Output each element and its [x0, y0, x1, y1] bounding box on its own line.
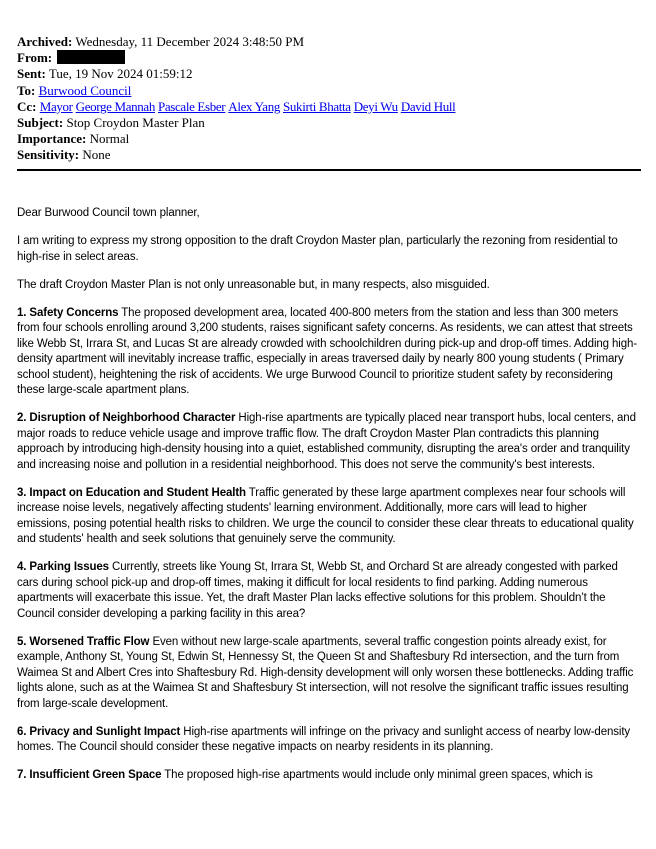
header-divider [17, 169, 641, 171]
section-text: The proposed development area, located 400-800 meters from the station and less than 300 meters from four schools enrolling around 3,200 students, raises significant safety concerns. As residents, we can attest that streets like Webb St, Irrara St, and Lucas St are already crowded with schoolchildren during pick-up and drop-off times. Adding high-density apartment will inevitably increase traffic, especially in areas traversed daily by nearly 800 young students ( Primary school student), heightening the risk of accidents. We urge Burwood Council to prioritize student safety by reconsidering these large-scale apartment plans. [17, 306, 637, 396]
section-text: High-rise apartments will infringe on the privacy and sunlight access of nearby low-density homes. The Council should consider these negative impacts on nearby residents in its planning. [17, 725, 631, 753]
archived-label: Archived: [17, 34, 73, 49]
subject-value: Stop Croydon Master Plan [66, 115, 205, 131]
sensitivity-value: None [82, 147, 111, 163]
sent-label: Sent: [17, 66, 46, 82]
from-label: From: [17, 50, 53, 66]
section-safety-concerns [17, 306, 641, 399]
importance-value: Normal [89, 131, 130, 147]
section-title: 4. Parking Issues [17, 561, 109, 573]
section-text: Currently, streets like Young St, Irrara St, Webb St, and Orchard St are already congested with parked cars during school pick-up and drop-off times, making it difficult for local residents to find parking. Adding numerous apartments will exacerbate this issue. Yet, the draft Master Plan lacks effective solutions for this problem. Shouldn’t the Council consider developing a parking facility in this area? [17, 561, 618, 620]
cc-recipient-link[interactable]: Alex Yang [228, 98, 281, 114]
from-line [17, 50, 642, 66]
cc-recipient-link[interactable]: Sukirti Bhatta [283, 98, 351, 114]
greeting-paragraph: Dear Burwood Council town planner, [17, 207, 200, 219]
section-title: 3. Impact on Education and Student Health [17, 486, 246, 499]
to-line [17, 83, 642, 99]
cc-recipient-link[interactable]: Mayor [39, 98, 73, 114]
cc-recipient-link[interactable]: David Hull [400, 98, 456, 114]
cc-label: Cc: [17, 98, 37, 114]
section-text: Even without new large-scale apartments, several traffic congestion points already exist, for example, Anthony St, Young St, Edwin St, Hennessy St, the Queen St and Shaftesbury Rd intersection, and the turn from Waimea St and Albert Cres into Shaftesbury Rd. High-density development will only worsen these bottlenecks. Adding traffic lights alone, such as at the Waimea St and Shaftesbury St intersection, will not resolve the significant traffic issues resulting from large-scale development. [17, 635, 634, 710]
section-title: 1. Safety Concerns [17, 306, 119, 319]
section-text: The proposed high-rise apartments would include only minimal green spaces, which is [161, 769, 593, 781]
importance-line [17, 131, 642, 147]
subject-label: Subject: [17, 115, 64, 131]
section-traffic-flow [17, 635, 641, 713]
cc-recipient-link[interactable]: Deyi Wu [353, 98, 398, 114]
section-title: 7. Insufficient Green Space [17, 769, 162, 781]
cc-recipient-link[interactable]: George Mannah [75, 98, 155, 114]
archived-value: Wednesday, 11 December 2024 3:48:50 PM [75, 34, 305, 49]
section-neighborhood-character [17, 411, 641, 473]
to-label: To: [17, 82, 36, 98]
sent-line [17, 66, 642, 82]
importance-label: Importance: [17, 131, 87, 147]
cc-line [17, 99, 642, 115]
redacted-sender-block [57, 50, 125, 64]
subject-line [17, 115, 642, 131]
section-title: 5. Worsened Traffic Flow [17, 635, 150, 648]
sensitivity-label: Sensitivity: [17, 147, 80, 163]
section-education-health [17, 486, 641, 548]
section-title: 2. Disruption of Neighborhood Character [17, 412, 236, 424]
to-recipient-link[interactable]: Burwood Council [38, 82, 132, 98]
section-parking-issues [17, 560, 641, 622]
section-title: 6. Privacy and Sunlight Impact [17, 725, 181, 738]
email-header [17, 34, 642, 164]
section-green-space [17, 768, 641, 784]
email-body [17, 206, 641, 796]
statement-paragraph: The draft Croydon Master Plan is not only unreasonable but, in many respects, also misguided. [17, 278, 490, 291]
sent-value: Tue, 19 Nov 2024 01:59:12 [48, 66, 193, 82]
intro-paragraph: I am writing to express my strong opposition to the draft Croydon Master plan, particularly the rezoning from residential to high-rise in select areas. [17, 235, 618, 263]
section-text: Traffic generated by these large apartment complexes near four schools will increase noise levels, negatively affecting students' learning environment. Additionally, more cars will lead to higher emissions, posing potential health risks to children. We urge the council to consider these clear threats to educational quality and students' health and seek solutions that genuinely serve the community. [17, 486, 634, 545]
sensitivity-line [17, 147, 642, 163]
section-text: High-rise apartments are typically placed near transport hubs, local centers, and major roads to reduce vehicle usage and improve traffic flow. The draft Croydon Master Plan contradicts this planning approach by introducing high-density housing into a quiet, established community, disrupting the area's order and tranquility and increasing noise and pollution in a residential neighborhood. This does not serve the community's best interests. [17, 412, 636, 471]
archived-line [17, 34, 642, 50]
section-privacy-sunlight [17, 725, 641, 756]
cc-recipient-link[interactable]: Pascale Esber [158, 98, 226, 114]
